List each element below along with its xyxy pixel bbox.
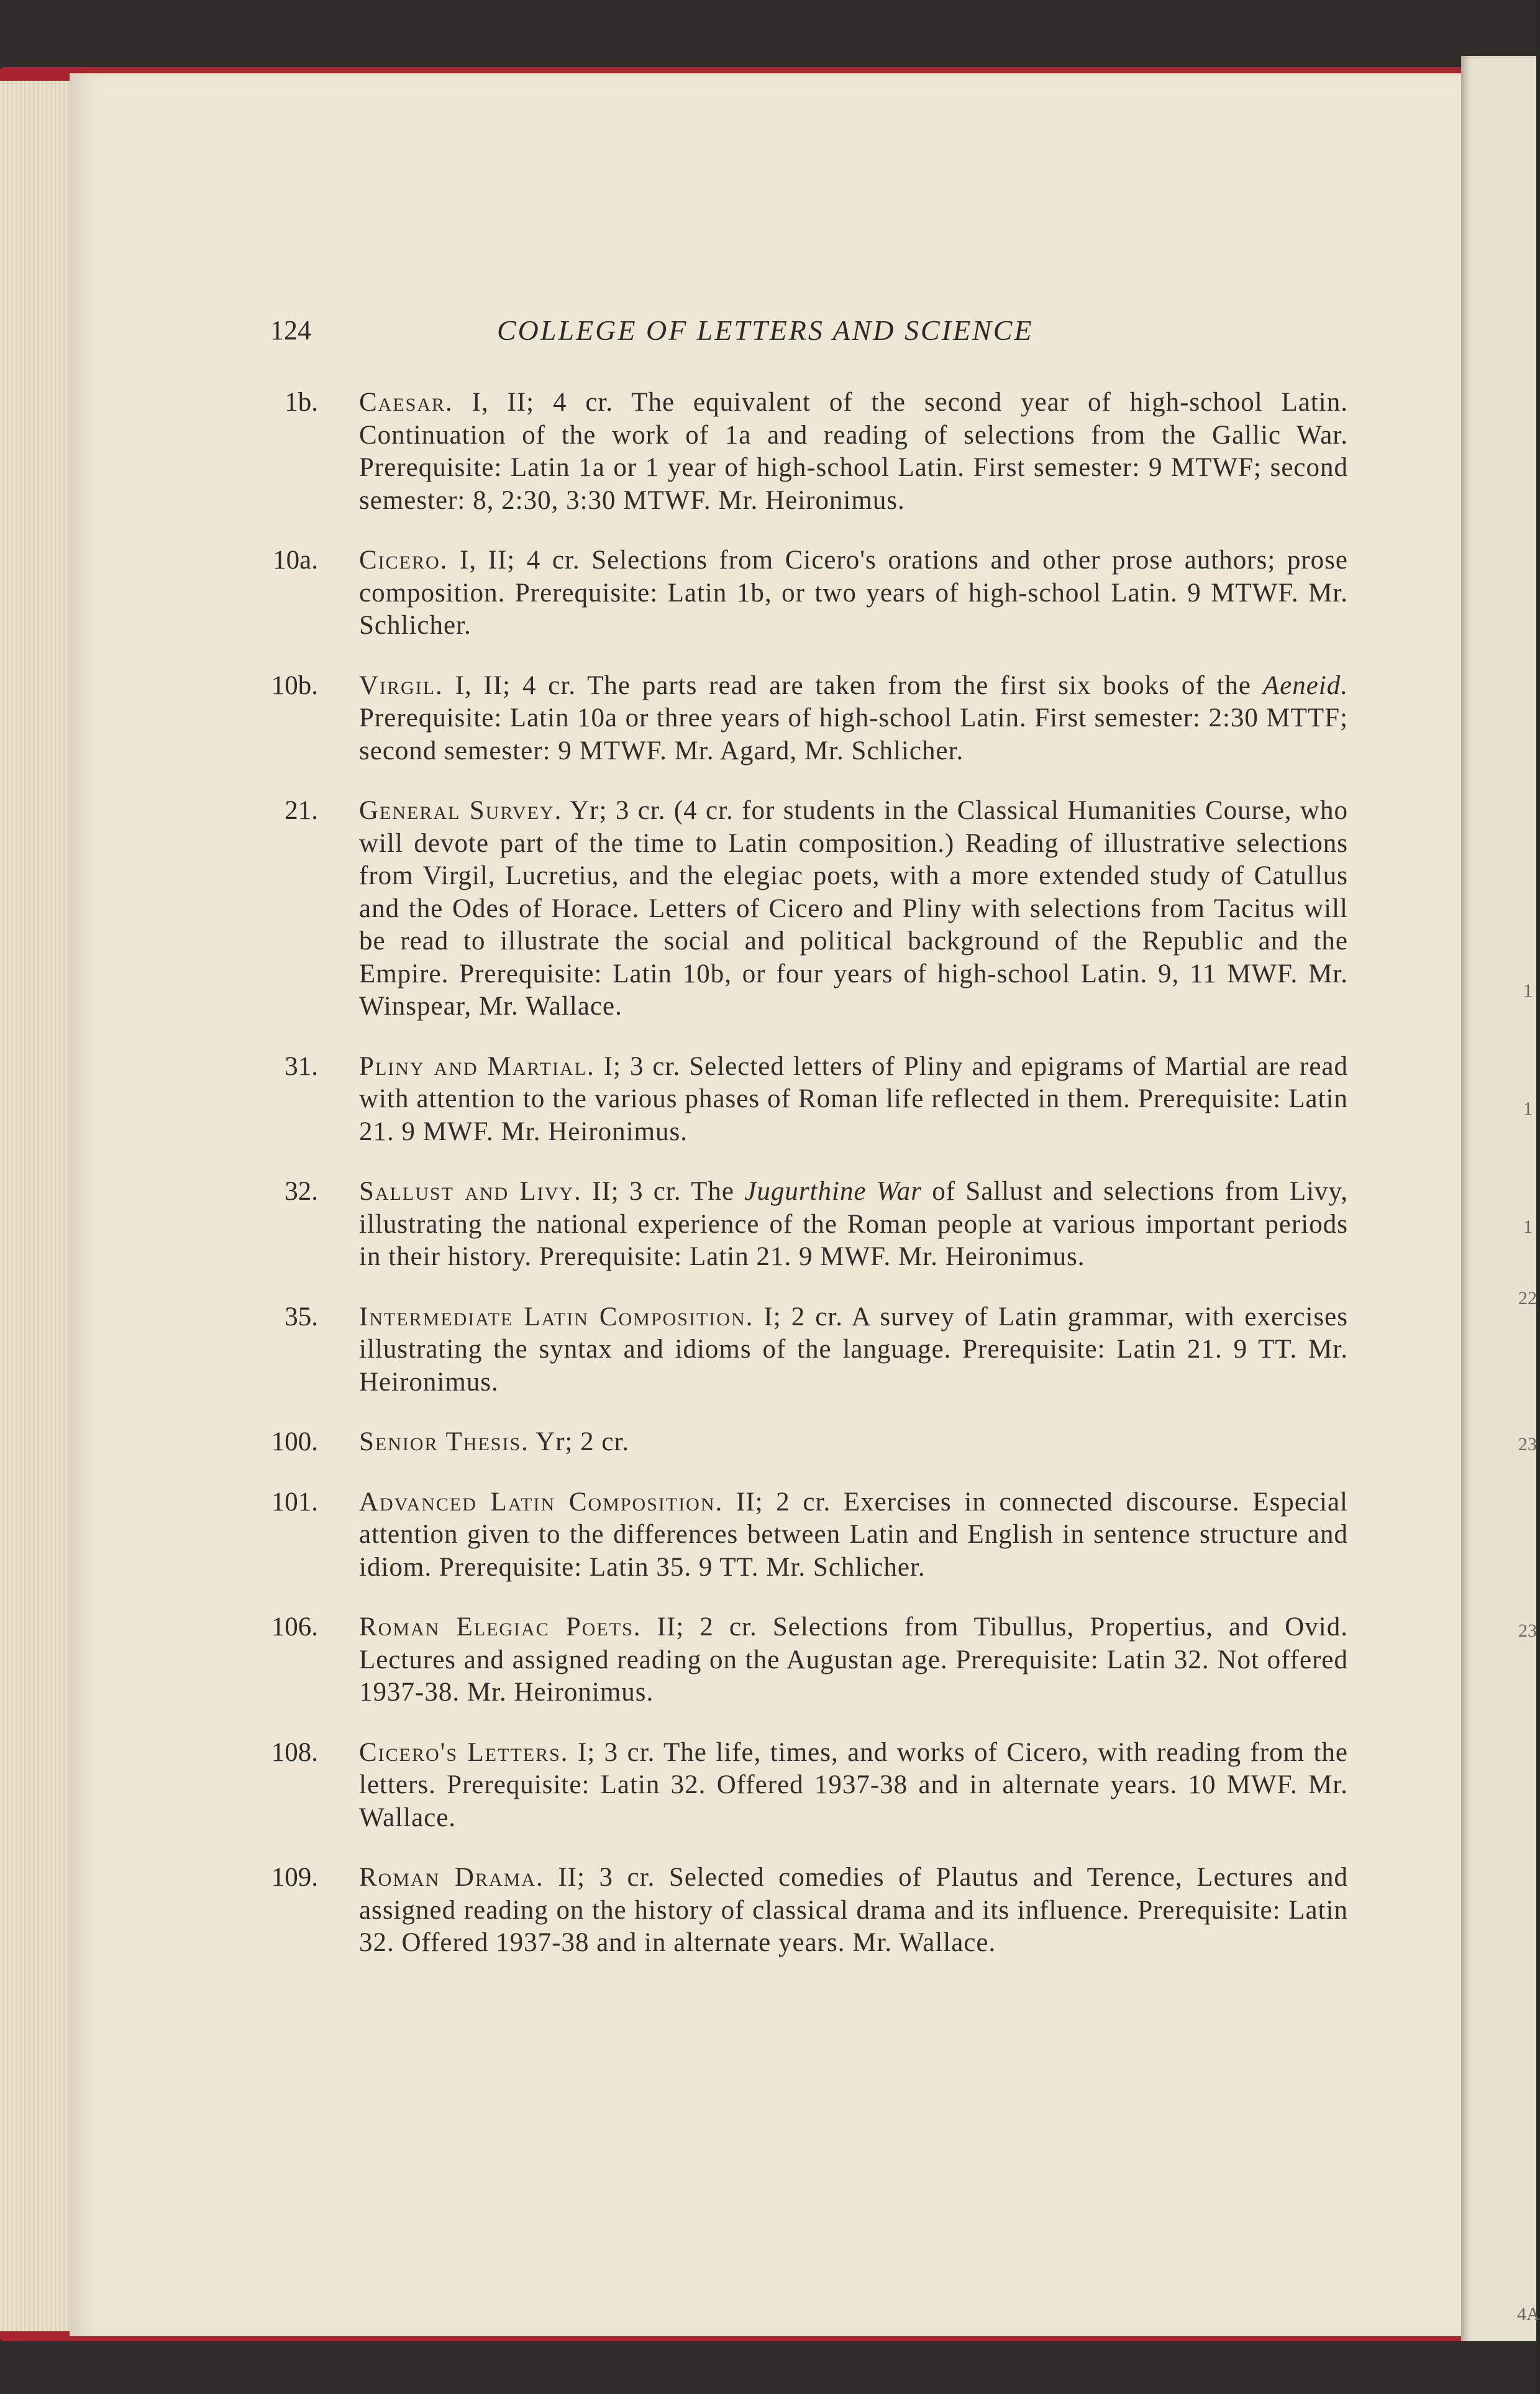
course-details: of Sallust and selections from Livy, illustrating the national experience of the Roman people at various important periods in their history. Prerequisite: Latin 21. 9 MWF. Mr. Heironimus.: [359, 1177, 1348, 1271]
course-details: I, II; 4 cr. Selections from Cicero's orations and other prose authors; prose composition. Prerequisite: Latin 1b, or two years of high-school Latin. 9 MTWF. Mr. Schlicher.: [359, 546, 1348, 640]
course-title: Caesar.: [359, 388, 453, 417]
course-entry: [248, 1051, 1348, 1149]
work-title: Jugurthine War: [744, 1177, 922, 1206]
course-entry: [248, 1301, 1348, 1399]
course-details: II; 3 cr. The: [581, 1177, 745, 1206]
course-title: Advanced Latin Composition.: [359, 1487, 724, 1517]
course-details: Prerequisite: Latin 10a or three years of high-school Latin. First semester: 2:30 MTTF; second semester: 9 MTWF. Mr. Agard, Mr. Schlicher.: [359, 703, 1348, 765]
course-entry: [248, 1611, 1348, 1709]
course-description: [359, 1611, 1348, 1709]
course-title: General Survey.: [359, 796, 563, 825]
work-title: Aeneid.: [1262, 670, 1348, 700]
course-details: I; 3 cr. Selected letters of Pliny and epigrams of Martial are read with attention to the various phases of Roman life reflected in them. Prerequisite: Latin 21. 9 MWF. Mr. Heironimus.: [359, 1051, 1348, 1146]
course-title: Virgil.: [359, 670, 444, 700]
course-description: [359, 1862, 1348, 1960]
course-number: 10a.: [273, 546, 318, 575]
course-number: 100.: [271, 1427, 318, 1456]
course-details: I; 3 cr. The life, times, and works of Cicero, with reading from the letters. Prerequisite: Latin 32. Offered 1937-38 and in alternate years. 10 MWF. Mr. Wallace.: [359, 1737, 1349, 1832]
course-details: I; 2 cr. A survey of Latin grammar, with exercises illustrating the syntax and idioms of the language. Prerequisite: Latin 21. 9 TT. Mr. Heironimus.: [359, 1302, 1348, 1397]
margin-mark: 1: [1523, 1217, 1533, 1237]
course-number: 35.: [285, 1302, 318, 1332]
margin-mark: 23: [1518, 1620, 1537, 1641]
page-number: 124: [270, 315, 311, 345]
course-details: II; 2 cr. Exercises in connected discourse. Especial attention given to the differences between Latin and English in sentence structure and idiom. Prerequisite: Latin 35. 9 TT. Mr. Schlicher.: [359, 1487, 1348, 1582]
course-title: Sallust and Livy.: [359, 1177, 582, 1206]
course-entry: [248, 1862, 1348, 1960]
course-description: [359, 670, 1348, 768]
course-description: [359, 1737, 1348, 1835]
course-entry: [248, 1486, 1348, 1584]
course-description: [359, 1486, 1348, 1584]
margin-mark: 1: [1523, 1099, 1533, 1119]
course-number: 21.: [285, 796, 318, 825]
course-entry: [248, 386, 1348, 517]
course-entry: [248, 670, 1348, 768]
course-details: I, II; 4 cr. The equivalent of the second year of high-school Latin. Continuation of the work of 1a and reading of selections from the Gallic War. Prerequisite: Latin 1a or 1 year of high-school Latin. First semester: 9 MTWF; second semester: 8, 2:30, 3:30 MTWF. Mr. Heironimus.: [359, 388, 1348, 515]
course-entry: [248, 795, 1348, 1023]
course-description: [359, 544, 1348, 642]
margin-mark: 23: [1518, 1434, 1537, 1455]
course-details: I, II; 4 cr. The parts read are taken from the first six books of the: [443, 670, 1263, 700]
course-title: Roman Elegiac Poets.: [359, 1612, 642, 1642]
course-entry: [248, 1176, 1348, 1274]
course-description: [359, 1426, 1348, 1459]
course-title: Roman Drama.: [359, 1863, 544, 1892]
course-number: 108.: [271, 1737, 318, 1767]
margin-mark: 22: [1518, 1288, 1537, 1309]
page-edges: [0, 81, 73, 2331]
course-number: 10b.: [271, 670, 318, 700]
margin-mark: 1: [1523, 980, 1533, 1001]
facing-page-edge: [1461, 56, 1540, 2394]
course-details: Yr; 3 cr. (4 cr. for students in the Classical Humanities Course, who will devote part of the time to Latin composition.) Reading of illustrative selections from Virgil, Lucretius, and the elegiac poets, with a more extended study of Catullus and the Odes of Horace. Letters of Cicero and Pliny with selections from Tacitus will be read to illustrate the social and political background of the Republic and the Empire. Prerequisite: Latin 10b, or four years of high-school Latin. 9, 11 MWF. Mr. Winspear, Mr. Wallace.: [359, 796, 1348, 1021]
course-number: 1b.: [285, 388, 318, 417]
course-details: II; 2 cr. Selections from Tibullus, Propertius, and Ovid. Lectures and assigned reading on the Augustan age. Prerequisite: Latin 32. Not offered 1937-38. Mr. Heironimus.: [359, 1612, 1348, 1707]
course-description: [359, 1051, 1348, 1149]
course-entry: [248, 1426, 1348, 1459]
course-description: [359, 1176, 1348, 1274]
course-number: 32.: [285, 1177, 318, 1206]
course-title: Pliny and Martial.: [359, 1051, 595, 1081]
course-title: Senior Thesis.: [359, 1427, 529, 1456]
margin-mark: 4A: [1517, 2304, 1540, 2324]
course-entry: [248, 544, 1348, 642]
course-list: [248, 386, 1348, 1987]
course-number: 31.: [285, 1051, 318, 1081]
course-details: II; 3 cr. Selected comedies of Plautus and Terence, Lectures and assigned reading on the history of classical drama and its influence. Prerequisite: Latin 32. Offered 1937-38 and in alternate years. Mr. Wallace.: [359, 1863, 1348, 1957]
course-title: Intermediate Latin Composition.: [359, 1302, 754, 1332]
course-number: 101.: [271, 1487, 318, 1517]
course-number: 109.: [271, 1863, 318, 1892]
scan-background-top: [0, 0, 1536, 78]
course-description: [359, 386, 1348, 517]
course-description: [359, 1301, 1348, 1399]
course-number: 106.: [271, 1612, 318, 1642]
course-details: Yr; 2 cr.: [529, 1427, 630, 1456]
scan-background-bottom: [0, 2341, 1536, 2394]
course-description: [359, 795, 1348, 1023]
course-entry: [248, 1737, 1348, 1835]
course-title: Cicero's Letters.: [359, 1737, 569, 1767]
running-head: COLLEGE OF LETTERS AND SCIENCE: [497, 314, 1034, 346]
course-title: Cicero.: [359, 546, 449, 575]
